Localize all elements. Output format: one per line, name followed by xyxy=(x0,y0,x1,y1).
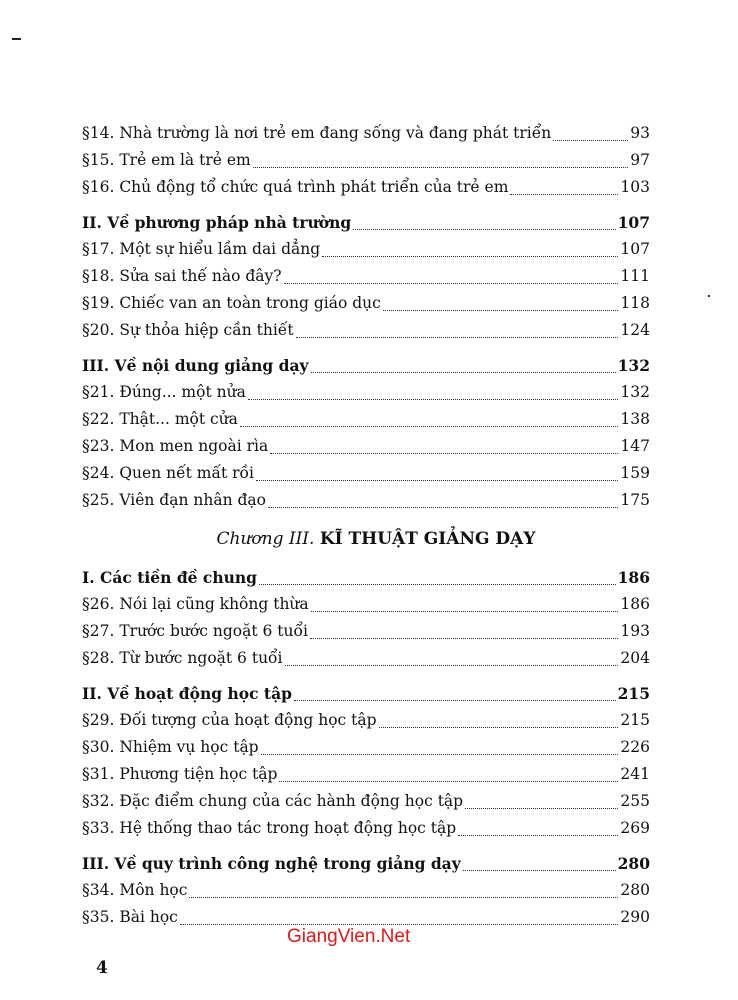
toc-entry-title: §17. Một sự hiểu lầm dai dẳng xyxy=(82,240,321,258)
toc-entry xyxy=(82,618,650,645)
toc-entry-title: III. Về nội dung giảng dạy xyxy=(82,356,309,375)
toc-entry-title: II. Về phương pháp nhà trường xyxy=(82,213,352,232)
toc-entry-title: §27. Trước bước ngoặt 6 tuổi xyxy=(82,622,308,640)
dot-leader xyxy=(510,186,618,195)
dot-leader xyxy=(465,800,618,809)
table-of-contents xyxy=(82,120,650,931)
dot-leader xyxy=(256,472,618,481)
toc-entry xyxy=(82,406,650,433)
toc-section-heading xyxy=(82,564,650,591)
corner-mark xyxy=(12,38,21,40)
chapter-title: KĨ THUẬT GIẢNG DẠY xyxy=(319,529,536,549)
dot-leader xyxy=(284,275,619,284)
toc-entry-page: 280 xyxy=(617,854,650,873)
dot-leader xyxy=(311,364,616,373)
chapter-prefix: Chương III. xyxy=(216,529,315,549)
spacer xyxy=(82,201,650,209)
toc-entry-title: §32. Đặc điểm chung của các hành động học tập xyxy=(82,792,464,810)
toc-entry-page: 111 xyxy=(620,267,650,285)
toc-entry-page: 204 xyxy=(620,649,650,667)
toc-entry-title: §18. Sửa sai thế nào đây? xyxy=(82,267,282,285)
toc-entry-page: 175 xyxy=(620,491,650,509)
toc-entry-title: §33. Hệ thống thao tác trong hoạt động học tập xyxy=(82,819,457,837)
toc-entry-title: §24. Quen nết mất rồi xyxy=(82,464,254,482)
toc-entry-page: 97 xyxy=(630,151,650,169)
toc-entry xyxy=(82,487,650,514)
toc-entry-title: §23. Mon men ngoài rìa xyxy=(82,437,269,455)
toc-entry xyxy=(82,433,650,460)
toc-entry-page: 118 xyxy=(620,294,650,312)
toc-entry xyxy=(82,263,650,290)
dot-leader xyxy=(463,862,616,871)
toc-group xyxy=(82,680,650,842)
toc-entry-title: §19. Chiếc van an toàn trong giáo dục xyxy=(82,294,381,312)
dot-leader xyxy=(268,499,618,508)
scan-speck xyxy=(708,295,710,297)
toc-entry-page: 290 xyxy=(620,908,650,926)
toc-entry-title: II. Về hoạt động học tập xyxy=(82,684,292,703)
dot-leader xyxy=(180,916,619,925)
toc-entry xyxy=(82,236,650,263)
watermark-text: GiangVien.Net xyxy=(287,926,411,947)
toc-entry-title: III. Về quy trình công nghệ trong giảng dạy xyxy=(82,854,461,873)
toc-group xyxy=(82,352,650,514)
toc-section-heading xyxy=(82,352,650,379)
toc-section-heading xyxy=(82,680,650,707)
toc-entry-page: 280 xyxy=(620,881,650,899)
dot-leader xyxy=(322,248,618,257)
toc-section-heading xyxy=(82,209,650,236)
toc-entry-page: 107 xyxy=(617,213,650,232)
toc-entry-title: §21. Đúng... một nửa xyxy=(82,383,246,401)
toc-entry xyxy=(82,877,650,904)
toc-group xyxy=(82,564,650,672)
toc-group xyxy=(82,120,650,201)
toc-entry xyxy=(82,645,650,672)
dot-leader xyxy=(285,657,619,666)
toc-entry-page: 159 xyxy=(620,464,650,482)
dot-leader xyxy=(240,418,618,427)
toc-entry-title: §16. Chủ động tổ chức quá trình phát triển của trẻ em xyxy=(82,178,509,196)
toc-entry-title: §28. Từ bước ngoặt 6 tuổi xyxy=(82,649,283,667)
dot-leader xyxy=(310,630,618,639)
dot-leader xyxy=(270,445,618,454)
dot-leader xyxy=(458,827,618,836)
toc-entry xyxy=(82,591,650,618)
toc-entry-title: §34. Môn học xyxy=(82,881,188,899)
toc-entry xyxy=(82,147,650,174)
toc-entry-page: 193 xyxy=(620,622,650,640)
dot-leader xyxy=(261,746,619,755)
toc-entry xyxy=(82,460,650,487)
toc-entry-title: §30. Nhiệm vụ học tập xyxy=(82,738,259,756)
page-number: 4 xyxy=(96,958,108,978)
toc-entry-page: 103 xyxy=(620,178,650,196)
toc-entry-page: 186 xyxy=(620,595,650,613)
toc-entry xyxy=(82,120,650,147)
toc-entry-title: §26. Nói lại cũng không thừa xyxy=(82,595,309,613)
dot-leader xyxy=(279,773,618,782)
toc-entry-page: 93 xyxy=(630,124,650,142)
toc-entry xyxy=(82,707,650,734)
spacer xyxy=(82,842,650,850)
dot-leader xyxy=(296,329,619,338)
toc-entry-title: §20. Sự thỏa hiệp cần thiết xyxy=(82,321,294,339)
dot-leader xyxy=(311,603,619,612)
dot-leader xyxy=(553,132,628,141)
dot-leader xyxy=(248,391,619,400)
spacer xyxy=(82,672,650,680)
toc-entry-page: 107 xyxy=(620,240,650,258)
toc-entry-title: §22. Thật... một cửa xyxy=(82,410,238,428)
toc-entry-page: 215 xyxy=(617,684,650,703)
toc-entry-page: 124 xyxy=(620,321,650,339)
toc-entry xyxy=(82,815,650,842)
toc-entry-page: 226 xyxy=(620,738,650,756)
toc-entry-page: 241 xyxy=(620,765,650,783)
toc-entry xyxy=(82,174,650,201)
toc-entry xyxy=(82,788,650,815)
spacer xyxy=(82,344,650,352)
toc-entry-title: §29. Đối tượng của hoạt động học tập xyxy=(82,711,377,729)
toc-entry-title: §31. Phương tiện học tập xyxy=(82,765,278,783)
toc-section-heading xyxy=(82,850,650,877)
dot-leader xyxy=(294,692,616,701)
toc-entry-title: I. Các tiền đề chung xyxy=(82,568,258,587)
dot-leader xyxy=(189,889,618,898)
dot-leader xyxy=(253,159,629,168)
dot-leader xyxy=(379,719,619,728)
dot-leader xyxy=(383,302,619,311)
toc-entry-page: 132 xyxy=(617,356,650,375)
toc-entry xyxy=(82,379,650,406)
toc-entry-title: §15. Trẻ em là trẻ em xyxy=(82,151,251,169)
toc-group xyxy=(82,209,650,344)
toc-entry-page: 147 xyxy=(620,437,650,455)
toc-entry-page: 215 xyxy=(620,711,650,729)
toc-entry-title: §25. Viên đạn nhân đạo xyxy=(82,491,266,509)
toc-entry-page: 186 xyxy=(617,568,650,587)
toc-entry-page: 132 xyxy=(620,383,650,401)
dot-leader xyxy=(353,221,615,230)
chapter-heading xyxy=(102,514,650,564)
toc-group xyxy=(82,850,650,931)
toc-entry xyxy=(82,290,650,317)
toc-entry-title: §35. Bài học xyxy=(82,908,178,926)
toc-entry xyxy=(82,734,650,761)
dot-leader xyxy=(259,576,616,585)
toc-entry-page: 269 xyxy=(620,819,650,837)
toc-entry-page: 138 xyxy=(620,410,650,428)
toc-entry xyxy=(82,761,650,788)
toc-entry-page: 255 xyxy=(620,792,650,810)
toc-entry xyxy=(82,317,650,344)
toc-entry-title: §14. Nhà trường là nơi trẻ em đang sống và đang phát triển xyxy=(82,124,552,142)
